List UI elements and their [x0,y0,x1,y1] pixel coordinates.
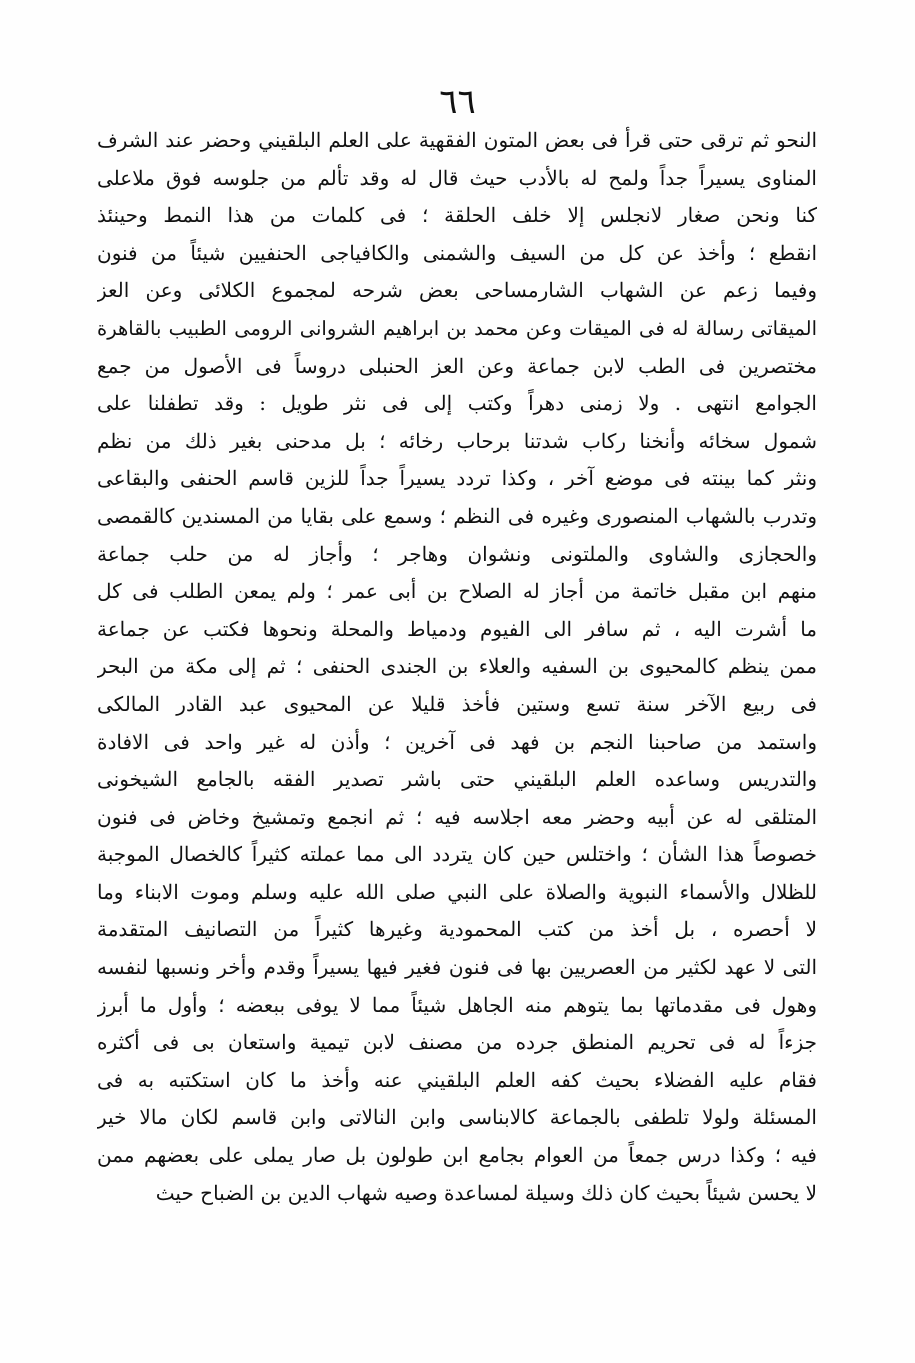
text-line: الجوامع انتهى . ولا زمنى دهراً وكتب إلى فى نثر طويل : وقد تطفلنا على [97,391,817,416]
text-line: التى لا عهد لكثير من العصريين بها فى فنون فغير فيها يسيراً وقدم وأخر ونسبها لنفسه [97,955,817,980]
text-line: والحجازى والشاوى والملتونى ونشوان وهاجر ؛ وأجاز له من حلب جماعة [97,541,817,566]
page-number: ٦٦ [439,82,476,122]
text-line: فقام عليه الفضلاء بحيث كفه العلم البلقيني عنه وأخذ ما كان استكتبه به فى [97,1067,817,1092]
text-line: وفيما زعم عن الشهاب الشارمساحى بعض شرحه لمجموع الكلائى وعن العز [97,278,817,303]
text-line: منهم ابن مقبل خاتمة من أجاز له الصلاح بن أبى عمر ؛ ولم يمعن الطلب فى كل [97,579,817,604]
text-line: وهول فى مقدماتها بما يتوهم منه الجاهل شيئاً مما لا يوفى ببعضه ؛ وأول ما أبرز [97,992,817,1017]
text-line: مختصرين فى الطب لابن جماعة وعن العز الحنبلى دروساً فى الأصول من جمع [97,353,817,378]
body-text [97,122,817,1212]
text-line: والتدريس وساعده العلم البلقيني حتى باشر تصدير الفقه بالجامع الشيخونى [97,767,817,792]
text-line: النحو ثم ترقى حتى قرأ فى بعض المتون الفقهية على العلم البلقيني وحضر عند الشرف [97,128,817,152]
text-line: الميقاتى رسالة له فى الميقات وعن محمد بن ابراهيم الشروانى الرومى الطبيب بالقاهرة [97,316,817,340]
text-line: فى ربيع الآخر سنة تسع وستين فأخذ قليلا عن المحيوى عبد القادر المالكى [97,691,817,716]
text-line: خصوصاً هذا الشأن ؛ واختلس حين كان يتردد الى مما عملته كثيراً كالخصال الموجبة [97,842,817,867]
text-line: ونثر كما بينته فى موضع آخر ، وكذا تردد يسيراً جداً للزين قاسم الحنفى والبقاعى [97,466,817,491]
text-line: انقطع ؛ وأخذ عن كل من السيف والشمنى والكافياجى الحنفيين شيئاً من فنون [97,240,817,265]
text-line: كنا ونحن صغار لانجلس إلا خلف الحلقة ؛ فى كلمات من هذا النمط وحينئذ [97,203,817,228]
text-line: لا أحصره ، بل أخذ من كتب المحمودية وغيرها كثيراً من التصانيف المتقدمة [97,917,817,942]
text-line: ممن ينظم كالمحيوى بن السفيه والعلاء بن الجندى الحنفى ؛ ثم إلى مكة من البحر [97,654,817,679]
text-line: وتدرب بالشهاب المنصورى وغيره فى النظم ؛ وسمع على بقايا من المسندين كالقمصى [97,503,817,528]
text-line: فيه ؛ وكذا درس جمعاً من العوام بجامع ابن طولون بل صار يملى على بعضهم ممن [97,1143,817,1168]
text-line: للظلال والأسماء النبوية والصلاة على النبي صلى الله عليه وسلم وموت الابناء وما [97,879,817,904]
text-line: المسئلة ولولا تلطفى بالجماعة كالابناسى وابن النالاتى وابن قاسم لكان مالا خير [97,1105,817,1130]
text-line: جزءاً له فى تحريم المنطق جرده من مصنف لابن تيمية واستعان بى فى أكثره [97,1030,817,1055]
text-line: لا يحسن شيئاً بحيث كان ذلك وسيلة لمساعدة وصيه شهاب الدين بن الضباح حيث [155,1180,817,1205]
text-line: ما أشرت اليه ، ثم سافر الى الفيوم ودمياط والمحلة ونحوها فكتب عن جماعة [97,616,817,641]
text-line: شمول سخائه وأنخنا ركاب شدتنا برحاب رخائه ؛ بل مدحنى بغير ذلك من نظم [97,428,817,453]
text-line: المناوى يسيراً جداً ولمح له بالأدب حيث قال له وقد تألم من جلوسه فوق ملاعلى [97,165,817,190]
text-line: المتلقى له عن أبيه وحضر معه اجلاسه فيه ؛ ثم انجمع وتمشيخ وخاض فى فنون [97,804,817,829]
text-line: واستمد من صاحبنا النجم بن فهد فى آخرين ؛ وأذن له غير واحد فى الافادة [97,729,817,754]
